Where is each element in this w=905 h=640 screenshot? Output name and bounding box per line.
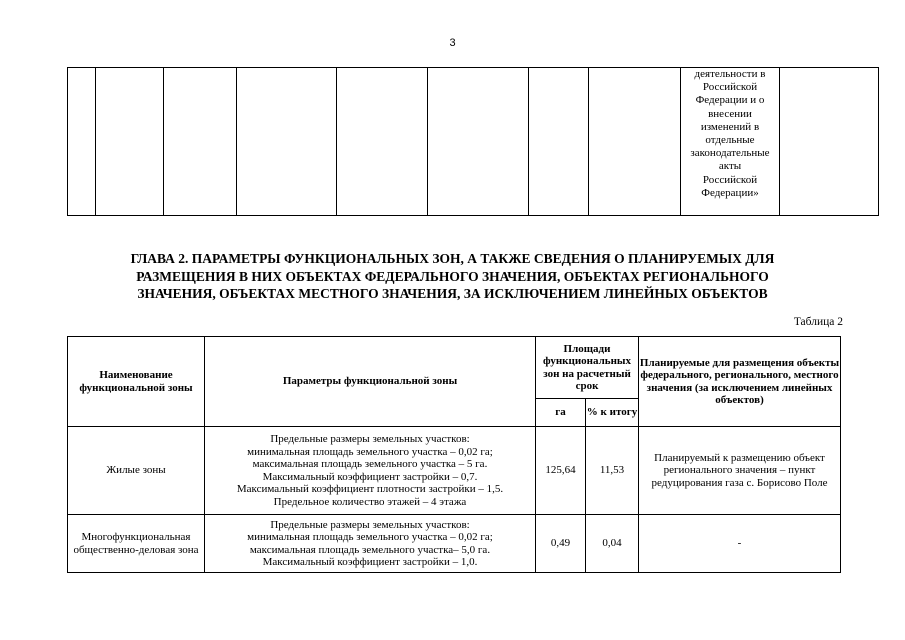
planned-line: редуцирования газа с. Борисово Поле — [651, 476, 828, 489]
header-percent: % к итогу — [586, 399, 639, 427]
area-percent-cell: 0,04 — [586, 515, 639, 573]
param-line: Максимальный коэффициент застройки – 1,0. — [262, 556, 478, 568]
param-line: минимальная площадь земельного участка – 0,02 га; — [247, 531, 493, 543]
text-line: Федерации» — [701, 186, 759, 199]
params-cell — [205, 515, 536, 573]
text-line: внесении — [708, 107, 752, 120]
table-row — [68, 68, 879, 216]
table-cell — [589, 68, 681, 216]
zone-name-cell: Жилые зоны — [68, 427, 205, 515]
table-row — [68, 515, 841, 573]
text-line: Российской — [702, 173, 758, 186]
planned-objects-cell — [639, 515, 841, 573]
continuation-text — [681, 68, 779, 200]
text-line: Российской — [702, 81, 758, 94]
param-line: Максимальный коэффициент плотности застройки – 1,5. — [236, 483, 504, 495]
continuation-table — [67, 67, 879, 216]
text-line: изменений в — [700, 120, 760, 133]
chapter-heading — [60, 250, 845, 303]
text-line: законодательные — [690, 147, 770, 160]
table-cell — [780, 68, 879, 216]
planned-line: Планируемый к размещению объект — [654, 451, 825, 464]
area-ha-cell: 0,49 — [536, 515, 586, 573]
planned-line: - — [737, 537, 742, 550]
table-header-row — [68, 337, 841, 399]
param-line: Максимальный коэффициент застройки – 0,7. — [262, 470, 478, 483]
param-line: Предельное количество этажей – 4 этажа — [273, 495, 467, 508]
param-line: максимальная площадь земельного участка– 5,0 га. — [249, 543, 491, 556]
table-caption: Таблица 2 — [793, 316, 843, 328]
zone-name-cell: Многофункциональная общественно-деловая зона — [68, 515, 205, 573]
header-zone-name: Наименование функциональной зоны — [68, 337, 205, 427]
area-percent-cell: 11,53 — [586, 427, 639, 515]
heading-line: РАЗМЕЩЕНИЯ В НИХ ОБЪЕКТАХ ФЕДЕРАЛЬНОГО ЗНАЧЕНИЯ, ОБЪЕКТАХ РЕГИОНАЛЬНОГО — [136, 268, 769, 284]
table-cell — [68, 68, 96, 216]
header-ha: га — [536, 399, 586, 427]
page-number: 3 — [449, 37, 456, 49]
params-cell — [205, 427, 536, 515]
area-ha-cell: 125,64 — [536, 427, 586, 515]
planned-objects-cell — [639, 427, 841, 515]
continuation-text-cell — [681, 68, 780, 216]
zones-table — [67, 336, 841, 573]
header-areas: Площади функциональных зон на расчетный срок — [536, 337, 639, 399]
planned-line: регионального значения – пункт — [663, 464, 816, 477]
text-line: отдельные — [705, 134, 755, 147]
param-line: максимальная площадь земельного участка – 5 га. — [252, 458, 488, 470]
text-line: акты — [718, 160, 742, 173]
table-cell — [337, 68, 428, 216]
table-row — [68, 427, 841, 515]
table-cell — [237, 68, 337, 216]
text-line: деятельности в — [694, 68, 766, 80]
param-line: Предельные размеры земельных участков: — [270, 518, 470, 531]
table-cell — [529, 68, 589, 216]
param-line: минимальная площадь земельного участка – 0,02 га; — [247, 445, 493, 458]
heading-line: ГЛАВА 2. ПАРАМЕТРЫ ФУНКЦИОНАЛЬНЫХ ЗОН, А ТАКЖЕ СВЕДЕНИЯ О ПЛАНИРУЕМЫХ ДЛЯ — [130, 251, 775, 266]
param-line: Предельные размеры земельных участков: — [270, 433, 470, 445]
header-planned: Планируемые для размещения объекты федерального, регионального, местного значения (за исключением линейных объектов) — [639, 337, 841, 427]
table-cell — [164, 68, 237, 216]
heading-line: ЗНАЧЕНИЯ, ОБЪЕКТАХ МЕСТНОГО ЗНАЧЕНИЯ, ЗА ИСКЛЮЧЕНИЕМ ЛИНЕЙНЫХ ОБЪЕКТОВ — [137, 286, 768, 301]
text-line: Федерации и о — [695, 94, 765, 107]
header-params: Параметры функциональной зоны — [205, 337, 536, 427]
table-cell — [96, 68, 164, 216]
table-cell — [428, 68, 529, 216]
